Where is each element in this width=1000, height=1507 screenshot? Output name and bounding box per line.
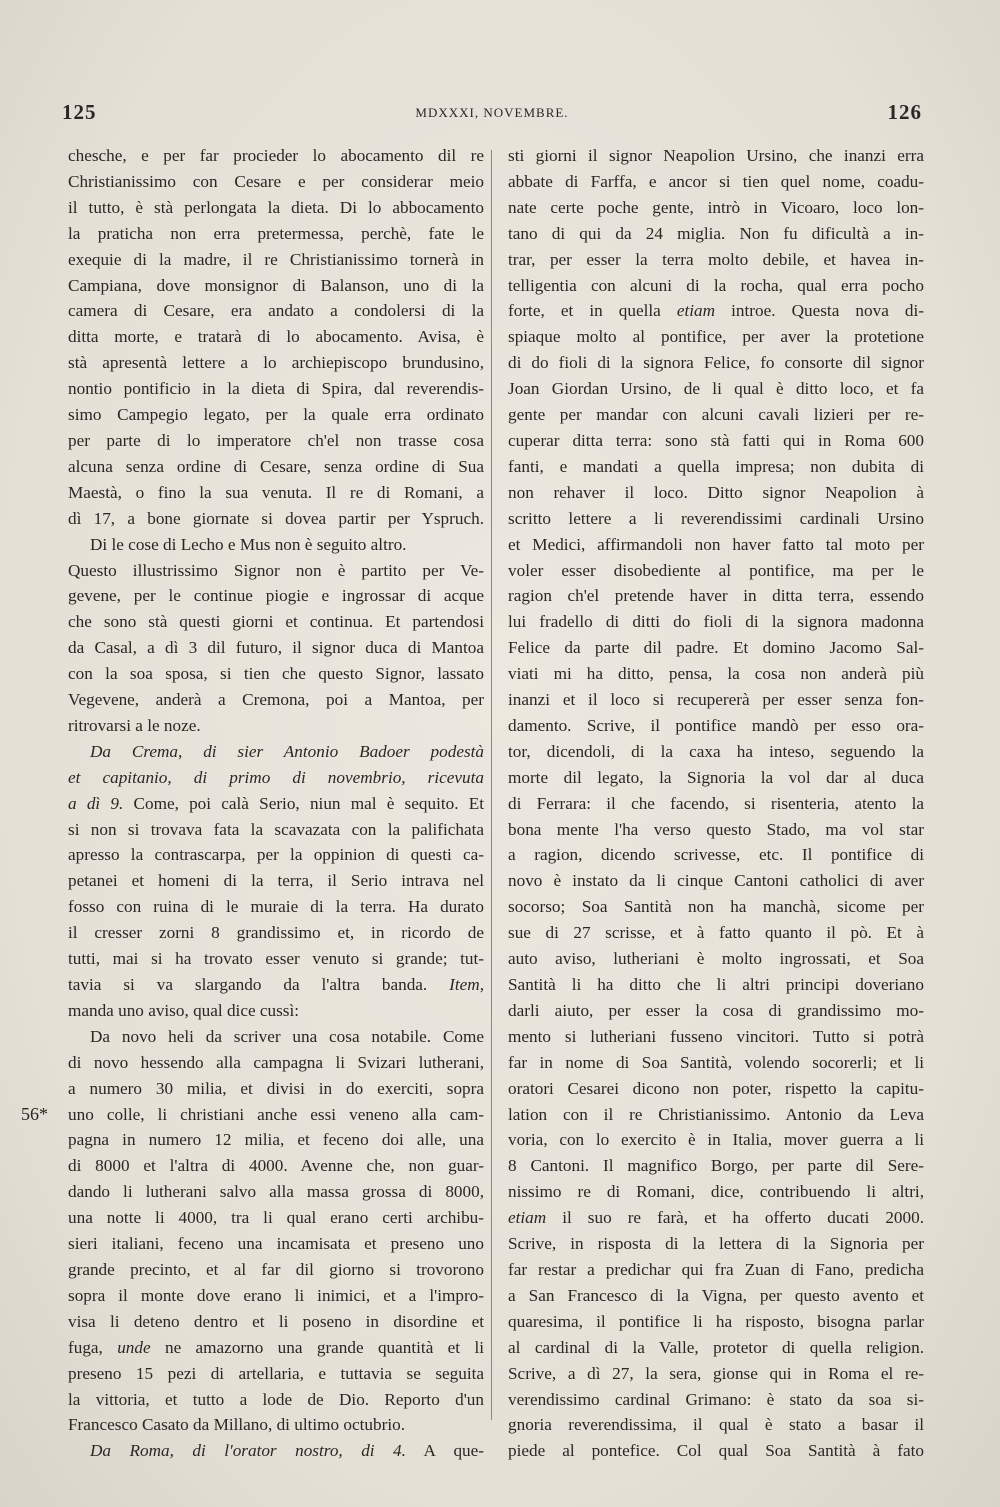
left-text-line: Di le cose di Lecho e Mus non è seguito altro. [90,534,407,554]
right-text-line: piede al pontefice. Col qual Soa Santità à fato [508,1441,924,1461]
left-text-line: tutti, mai si ha trovato esser venuto si grande; tut- [68,949,484,969]
left-text-line: a dì 9. Come, poi calà Serio, niun mal è sequito. Et [68,793,484,813]
page-header [62,100,922,130]
left-text-line: si non si trovava fata la scavazata con la palifichata [68,819,484,839]
right-text-line: oratori Cesarei dicono non poter, rispetto la capitu- [508,1078,924,1098]
left-text-line: petanei et homeni di la terra, il Serio intrava nel [68,871,484,891]
left-text-line: fosso con ruina di le muraie di la terra. Ha durato [68,897,484,917]
right-text-line: novo è instato da li cinque Cantoni catholici di aver [508,871,924,891]
right-text-line: mento si lutheriani fusseno vincitori. Tutto si potrà [508,1026,924,1046]
right-text-line: gente per mandar con alcuni cavali lizieri per re- [508,405,924,425]
left-text-line: Da novo heli da scriver una cosa notabile. Come [90,1026,484,1046]
right-text-line: tor, dicendoli, di la caxa ha inteso, seguendo la [508,741,924,761]
left-text-line: Francesco Casato da Millano, di ultimo octubrio. [68,1415,406,1435]
right-text-line: Felice da parte dil padre. Et domino Jacomo Sal- [508,638,924,658]
right-text-line: ragion ch'el pretende haver in ditta terra, essendo [508,586,924,606]
left-text-line: camera di Cesare, era andato a condolersi di la [68,301,484,321]
right-text-line: lation con il re Christianissimo. Antonio da Leva [508,1104,924,1124]
left-text-line: et capitanio, di primo di novembrio, ricevuta [68,767,484,787]
right-column [508,143,924,1464]
left-text-line: alcuna senza ordine di Cesare, senza ordine di Sua [68,456,484,476]
left-text-line: a numero 30 milia, et divisi in do exerciti, sopra [68,1078,484,1098]
left-text-line: fuga, unde ne amazorno una grande quantità et li [68,1337,484,1357]
right-text-line: darli aiuto, per esser la cosa di grandissimo mo- [508,1000,924,1020]
left-text-line: gevene, per le continue piogie e ingrossar di acque [68,586,484,606]
left-text-line: la praticha non erra pretermessa, perchè, fate le [68,223,484,243]
running-head: MDXXXI, NOVEMBRE. [415,105,569,120]
left-text-line: Questo illustrissimo Signor non è partito per Ve- [68,560,484,580]
left-text-line: pagna in numero 12 milia, et feceno doi alle, una [68,1130,484,1150]
right-text-line: non rehaver il loco. Ditto signor Neapolion à [508,482,924,502]
right-text-line: nissimo re di Romani, dice, contribuendo li altri, [508,1182,924,1202]
right-text-line: sti giorni il signor Neapolion Ursino, che inanzi erra [508,146,924,165]
right-text-line: di do fioli di la signora Felice, fo consorte dil signor [508,353,924,373]
right-text-line: a ragion, dicendo scrivesse, etc. Il pontifice di [508,845,924,865]
margin-note: 56* [21,1104,48,1124]
right-text-line: voler esser disobediente al pontifice, ma per le [508,560,924,580]
left-text-line: che sono stà questi giorni et continua. Et partendosi [68,612,484,632]
left-text-line: nontio pontificio in la dieta di Spira, dal reverendis- [68,379,484,399]
right-text-line: tano di qui da 24 miglia. Non fu dificultà a in- [508,223,924,243]
right-text-line: socorso; Soa Santità non ha manchà, sicome per [508,897,924,917]
left-text-line: preseno 15 pezi di artellaria, e tuttavia se seguita [68,1363,484,1383]
right-text-line: scritto lettere a li reverendissimi cardinali Ursino [508,508,924,528]
right-text-line: verendissimo cardinal Grimano: è stato da soa si- [508,1389,924,1409]
right-text-line: et Medici, affirmandoli non haver fatto tal moto per [508,534,924,554]
left-text-line: ditta morte, e tratarà di lo abocamento. Avisa, è [68,327,484,347]
left-text-line: sieri italiani, feceno una incamisata et preseno uno [68,1234,484,1254]
right-text-line: nate certe poche gente, intrò in Vicoaro, loco lon- [508,197,924,217]
right-text-line: cuperar ditta terra: sono stà fatti qui in Roma 600 [508,430,924,450]
right-text-line: telligentia con alcuni di la rocha, qual erra pocho [508,275,924,295]
right-text-line: viati mi ha ditto, pensa, la cosa non anderà più [508,664,924,684]
right-text-line: etiam il suo re farà, et ha offerto ducati 2000. [508,1208,924,1228]
right-text-line: quaresima, il pontifice li ha risposto, bisogna parlar [508,1311,924,1331]
right-text-line: a San Francesco di la Vigna, per questo avento et [508,1285,924,1305]
left-text-line: tavia si va slargando da l'altra banda. Item, [68,975,484,994]
left-text-line: di 8000 et l'altra di 4000. Avenne che, non guar- [68,1156,484,1176]
right-text-line: damento. Scrive, il pontifice mandò per esso ora- [508,715,924,735]
left-text-line: di novo hessendo alla campagna li Svizari lutherani, [68,1052,484,1072]
right-text-line: di Ferrara: il che facendo, si risenteria, atento la [508,793,924,813]
left-text-line: sopra il monte dove erano li inimici, et a l'impro- [68,1285,484,1305]
right-text-line: Santità li ha ditto che li altri principi doveriano [508,975,924,994]
left-column [68,143,484,1464]
left-text-line: simo Campegio legato, per la quale erra ordinato [68,405,484,425]
right-text-line: inanzi et il loco si recupererà per esser senza fon- [508,690,924,710]
right-text-line: sue di 27 scrisse, et à fatto quanto il pò. Et à [508,923,924,943]
right-text-line: Joan Giordan Ursino, de li qual è ditto loco, et fa [508,379,924,399]
right-text-line: forte, et in quella etiam introe. Questa nova di- [508,301,924,321]
right-text-line: gnoria reverendissima, il qual è stato a basar il [508,1415,924,1435]
left-text-line: il cresser zorni 8 grandissimo et, in ricordo de [68,923,484,943]
left-text-line: manda uno aviso, qual dice cussì: [68,1000,300,1020]
left-text-line: la vittoria, et tutto a lode de Dio. Reporto d'un [68,1389,484,1409]
right-text-line: far restar a predichar qui fra Zuan di Fano, predicha [508,1259,924,1279]
left-text-line: apresso la contrascarpa, per la oppinion di questi ca- [68,845,484,865]
right-text-line: 8 Cantoni. Il magnifico Borgo, per parte dil Sere- [508,1156,924,1176]
right-text-line: morte dil legato, la Signoria la vol dar al duca [508,767,924,787]
right-text-line: lui fradello di ditti do fioli di la signora madonna [508,612,924,632]
left-text-line: Campiana, dove monsignor di Balanson, uno di la [68,275,484,295]
left-text-line: il tutto, è stà perlongata la dieta. Di lo abbocamento [68,197,484,217]
page-number-left: 125 [62,100,97,124]
right-text-line: auto aviso, lutheriani è molto ingrossati, et Soa [508,949,924,969]
right-text-line: far in nome di Soa Santità, volendo socorerli; et li [508,1052,924,1072]
left-text-line: Vegevene, anderà a Cremona, poi a Mantoa, per [68,690,484,710]
left-text-line: Da Roma, di l'orator nostro, di 4. A que- [90,1441,484,1461]
right-text-line: spiaque molto al pontifice, per aver la protetione [508,327,924,347]
left-text-line: Maestà, o fino la sua venuta. Il re di Romani, a [68,482,484,502]
right-text-line: abbate di Farffa, e ancor si tien quel nome, coadu- [508,171,924,191]
left-text-line: ritrovarsi a le noze. [68,715,201,735]
left-text-line: uno colle, li christiani anche essi veneno alla cam- [68,1104,484,1124]
right-text-line: trar, per esser la terra molto debile, et havea in- [508,249,924,269]
left-text-line: chesche, e per far procieder lo abocamento dil re [68,146,484,165]
left-text-line: dì 17, a bone giornate si dovea partir per Yspruch. [68,508,484,528]
left-text-line: con la soa sposa, si tien che questo Signor, lassato [68,664,484,684]
left-text-line: dando li lutherani salvo alla massa grossa di 8000, [68,1182,484,1202]
left-text-line: da Casal, a dì 3 dil futuro, il signor duca di Mantoa [68,638,484,658]
left-text-line: Da Crema, di sier Antonio Badoer podestà [90,741,484,761]
left-text-line: per parte di lo imperatore ch'el non trasse cosa [68,430,484,450]
left-text-line: stà apresentà lettere a lo archiepiscopo brundusino, [68,353,484,373]
left-text-line: grande precinto, et al far dil giorno si trovorono [68,1259,484,1279]
right-text-line: voria, con lo exercito è in Italia, mover guerra a li [508,1130,924,1150]
right-text-line: Scrive, a dì 27, la sera, gionse qui in Roma el re- [508,1363,924,1383]
right-text-line: al cardinal di la Valle, protetor di quella religion. [508,1337,924,1357]
left-text-line: una notte li 4000, tra li qual erano certi archibu- [68,1208,484,1228]
right-text-line: bona mente l'ha verso questo Stado, ma vol star [508,819,924,839]
left-text-line: visa li deteno dentro et li poseno in disordine et [68,1311,484,1331]
left-text-line: Christianissimo con Cesare e per considerar meio [68,171,484,191]
right-text-line: Scrive, in risposta di la lettera di la Signoria per [508,1234,924,1254]
column-divider [491,150,492,1420]
page-number-right: 126 [887,100,922,124]
right-text-line: fanti, e mandati a quella impresa; non dubita di [508,456,924,476]
left-text-line: exequie di la madre, il re Christianissimo tornerà in [68,249,484,269]
